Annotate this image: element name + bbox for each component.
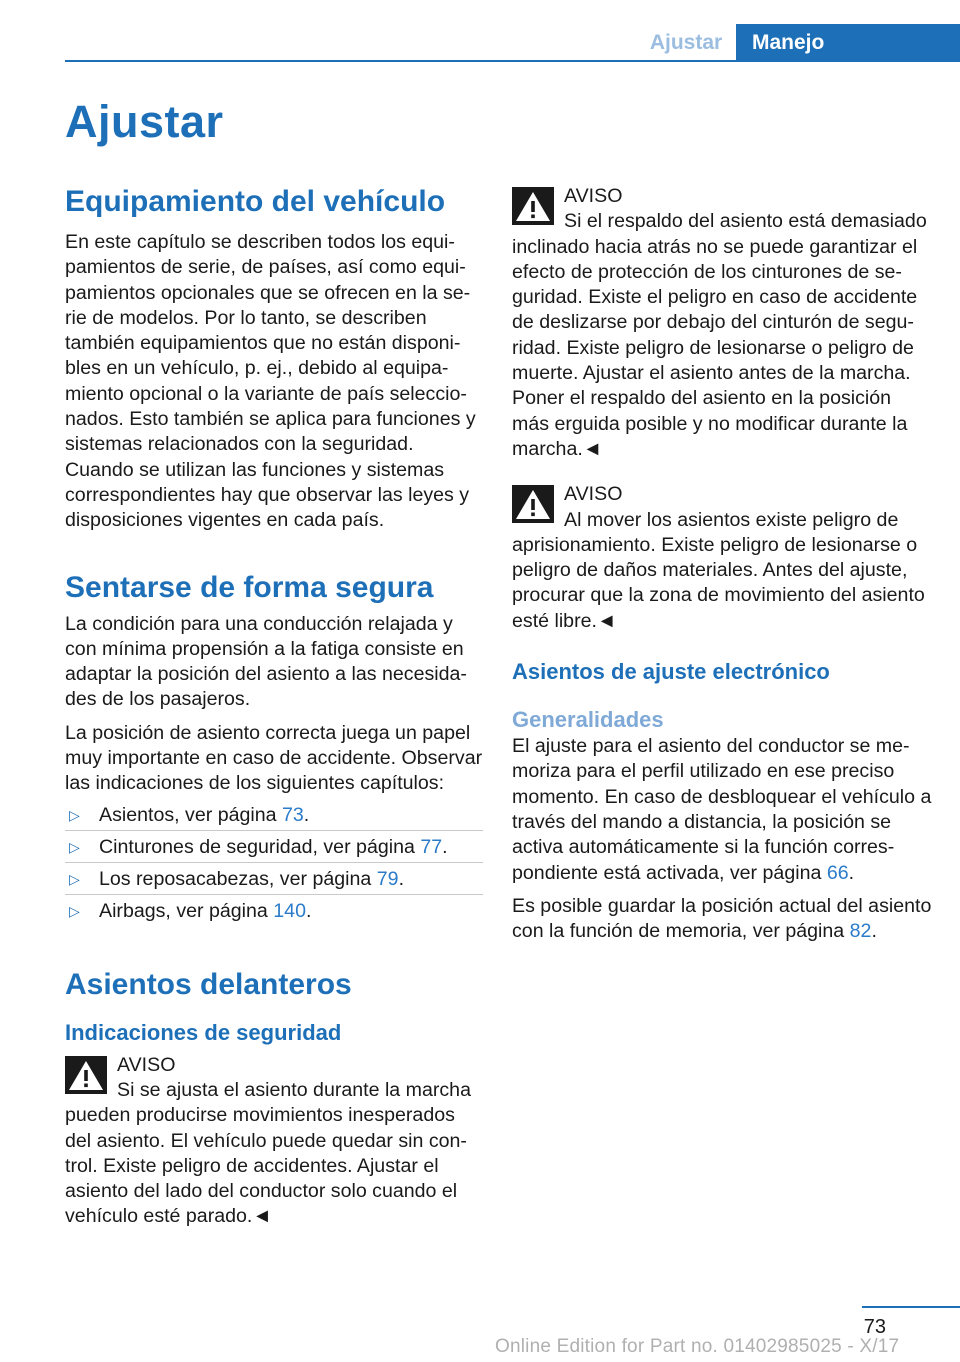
subsection-title-generalidades: Generalidades — [512, 707, 664, 733]
paragraph: En este capítulo se describen todos los equipamientos de serie, de países, así como equipamientos opcionales que se ofrecen en la serie de modelos. Por lo tanto, se describen también equipamientos que no están disponibles en un vehículo, p. ej., debido al equipamiento opcional o la variante de país seleccionados. Esto también se aplica para funciones y sistemas relacionados con la seguridad. — [65, 231, 476, 456]
warning-icon — [65, 1056, 107, 1094]
tab-manejo[interactable]: Manejo — [736, 24, 960, 62]
section-title-equipamiento: Equipamiento del vehículo — [65, 185, 446, 218]
warning-icon — [512, 187, 554, 225]
page-link[interactable]: 73 — [281, 803, 304, 826]
warning-text: Al mover los asientos existe peligro de aprisionamiento. Existe peligro de lesionarse o peligro de daños materiales. Antes del ajuste, procurar que la zona de movimiento del asiento esté libre.◄ — [512, 508, 925, 632]
page-link[interactable]: 66 — [826, 861, 849, 884]
warning-text: Si el respaldo del asiento está demasiado inclinado hacia atrás no se puede garantizar el efecto de protección de los cinturones de seguridad. Existe el peligro en caso de accidente de deslizarse por debajo del cinturón de seguridad. Existe peligro de lesionarse o peligro de muerte. Ajustar el asiento antes de la marcha. Poner el respaldo del asiento en la posición más erguida posible y no modificar durante la marcha.◄ — [512, 210, 927, 460]
page-number: 73 — [863, 1316, 886, 1338]
triangle-bullet-icon: ▷ — [69, 806, 80, 823]
warning-block — [65, 1053, 483, 1230]
page-link[interactable]: 82 — [849, 920, 872, 943]
triangle-bullet-icon: ▷ — [69, 902, 80, 919]
warning-title: AVISO — [564, 483, 623, 506]
list-item: ▷ Cinturones de seguridad, ver página 77. — [65, 831, 483, 863]
left-column — [65, 184, 483, 1238]
warning-block — [512, 482, 932, 634]
subsection-title-seguridad: Indicaciones de seguridad — [65, 1019, 342, 1045]
right-column — [512, 184, 932, 952]
list-item: ▷ Asientos, ver página 73. — [65, 799, 483, 831]
paragraph: El ajuste para el asiento del conductor se memoriza para el perfil utilizado en ese preciso momento. En caso de desbloquear el vehículo a través del mando a distancia, la posición se activa automáticamente si la función correspondiente está activada, ver página 66. — [512, 735, 932, 884]
paragraph: Cuando se utilizan las funciones y sistemas correspondientes hay que observar las leyes y disposiciones vigentes en cada país. — [65, 458, 470, 532]
list-item: ▷ Los reposacabezas, ver página 79. — [65, 863, 483, 895]
triangle-bullet-icon: ▷ — [69, 838, 80, 855]
section-title-asientos-delanteros: Asientos delanteros — [65, 967, 352, 1001]
page-link[interactable]: 79 — [376, 867, 399, 890]
paragraph: La posición de asiento correcta juega un papel muy importante en caso de accidente. Observar las indicaciones de los siguientes capítulos: — [65, 721, 483, 795]
footer-rule — [862, 1306, 960, 1308]
edition-footer: Online Edition for Part no. 01402985025 - X/17 — [495, 1336, 900, 1357]
paragraph: La condición para una conducción relajada y con mínima propensión a la fatiga consiste en adaptar la posición del asiento a las necesidades de los pasajeros. — [65, 612, 467, 711]
warning-icon — [512, 485, 554, 523]
header-rule — [65, 60, 960, 62]
reference-list — [65, 799, 483, 927]
page-title: Ajustar — [65, 96, 224, 147]
tab-ajustar[interactable]: Ajustar — [649, 31, 723, 54]
warning-title: AVISO — [564, 185, 623, 207]
warning-title: AVISO — [117, 1053, 176, 1076]
warning-text: Si se ajusta el asiento durante la marcha pueden producirse movimientos inesperados del asiento. El vehículo puede quedar sin control. Existe peligro de accidentes. Ajustar el asiento del lado del conductor solo cuando el vehículo esté parado.◄ — [65, 1078, 471, 1228]
page-link[interactable]: 77 — [420, 835, 443, 858]
paragraph: Es posible guardar la posición actual del asiento con la función de memoria, ver página 82. — [512, 894, 932, 943]
page-link[interactable]: 140 — [273, 899, 306, 922]
section-title-sentarse: Sentarse de forma segura — [65, 570, 434, 604]
list-item: ▷ Airbags, ver página 140. — [65, 895, 483, 927]
warning-block — [512, 184, 932, 462]
triangle-bullet-icon: ▷ — [69, 870, 80, 887]
subsection-title-ajuste-electronico: Asientos de ajuste electrónico — [512, 659, 830, 685]
